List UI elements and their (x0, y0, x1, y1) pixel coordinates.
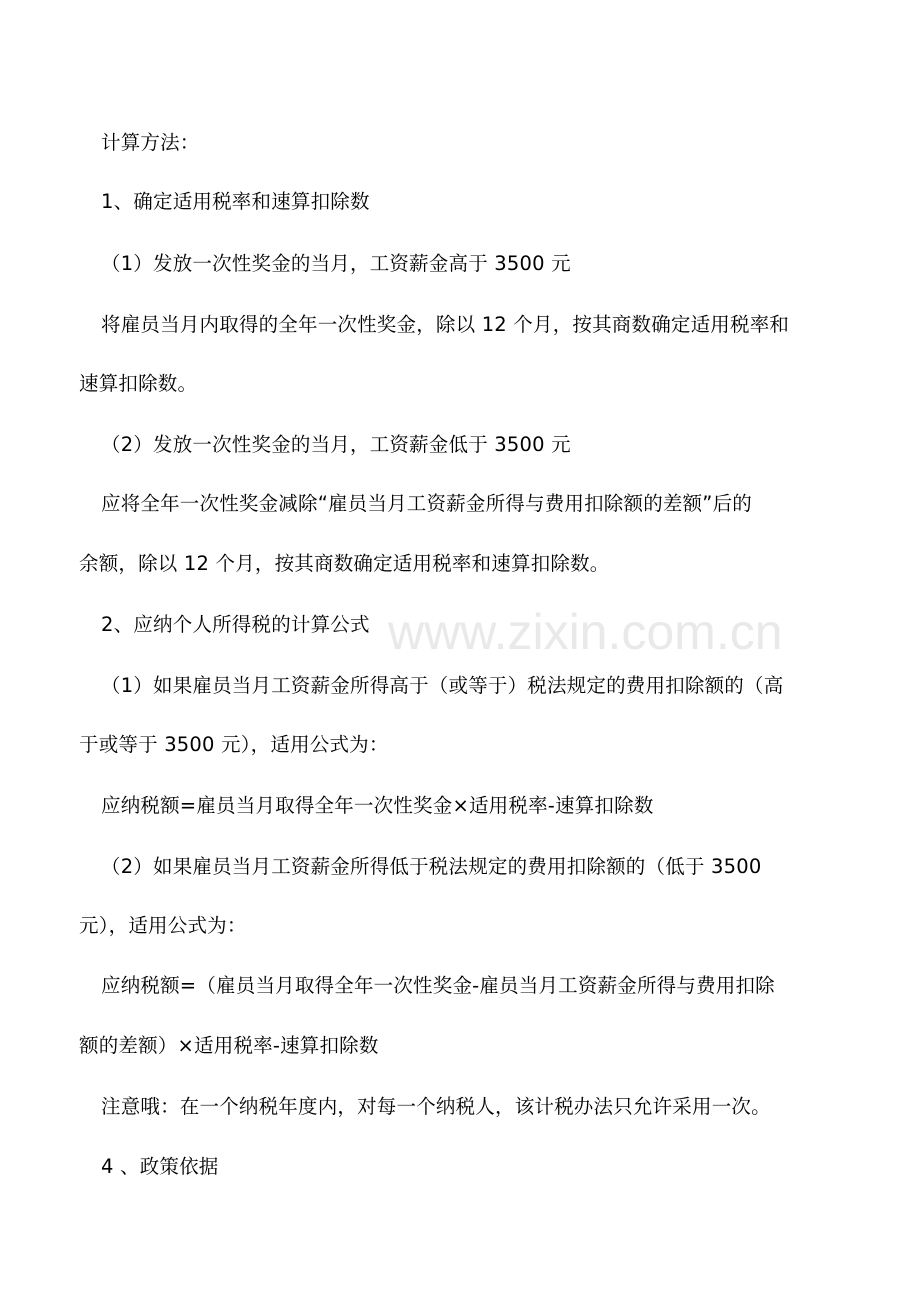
text-line-case-2: （2）发放一次性奖金的当月，工资薪金低于 3500 元 (101, 433, 571, 456)
text-line-formula-2-a: 应纳税额=（雇员当月取得全年一次性奖金-雇员当月工资薪金所得与费用扣除 (101, 974, 775, 997)
heading-rate-deduction: 1、确定适用税率和速算扣除数 (101, 190, 370, 213)
text-line-formula-2-cond-a: （2）如果雇员当月工资薪金所得低于税法规定的费用扣除额的（低于 3500 (101, 855, 762, 878)
text-line-formula-2-cond-b: 元），适用公式为： (79, 914, 247, 937)
heading-policy-basis: 4 、政策依据 (101, 1155, 219, 1178)
text-line-note: 注意哦：在一个纳税年度内，对每一个纳税人，该计税办法只允许采用一次。 (101, 1095, 771, 1118)
text-line-formula-2-b: 额的差额）×适用税率-速算扣除数 (79, 1034, 379, 1057)
text-line-formula-1-cond-b: 于或等于 3500 元），适用公式为： (79, 733, 389, 756)
watermark: www.zixin.com.cn (388, 604, 783, 660)
text-line-formula-1-cond-a: （1）如果雇员当月工资薪金所得高于（或等于）税法规定的费用扣除额的（高 (101, 674, 784, 697)
text-line-case-2-desc-a: 应将全年一次性奖金减除“雇员当月工资薪金所得与费用扣除额的差额”后的 (101, 492, 753, 515)
text-line-calc-method: 计算方法： (101, 131, 200, 154)
text-line-case-1: （1）发放一次性奖金的当月，工资薪金高于 3500 元 (101, 252, 571, 275)
text-line-case-1-desc-a: 将雇员当月内取得的全年一次性奖金，除以 12 个月，按其商数确定适用税率和 (101, 313, 790, 336)
text-line-formula-1: 应纳税额=雇员当月取得全年一次性奖金×适用税率-速算扣除数 (101, 794, 654, 817)
text-line-case-2-desc-b: 余额，除以 12 个月，按其商数确定适用税率和速算扣除数。 (79, 552, 610, 575)
text-line-case-1-desc-b: 速算扣除数。 (79, 372, 198, 395)
heading-tax-formula: 2、应纳个人所得税的计算公式 (101, 613, 370, 636)
